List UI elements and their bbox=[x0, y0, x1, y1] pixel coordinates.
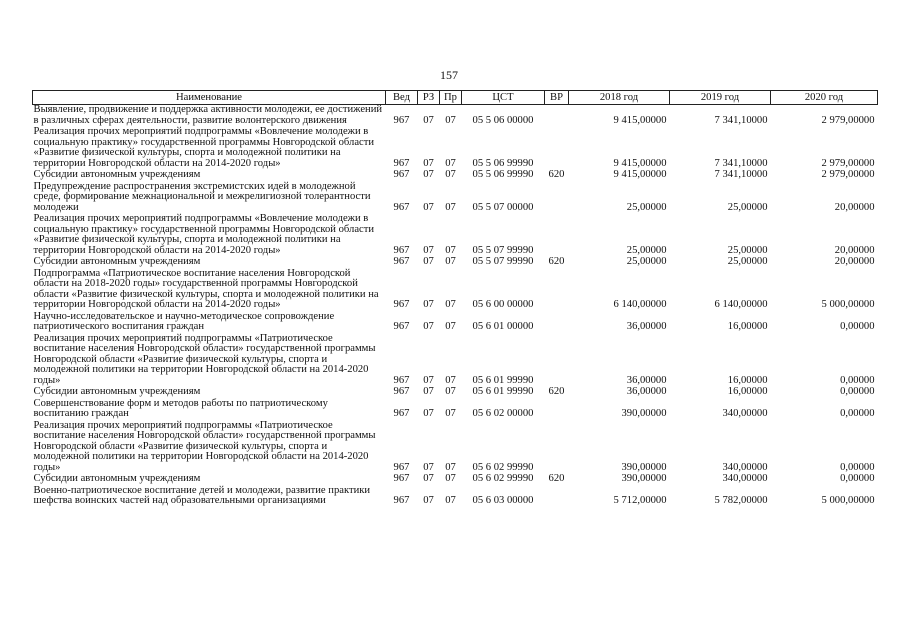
cell-vr bbox=[545, 214, 569, 257]
cell-cst: 05 5 06 99990 bbox=[472, 157, 534, 169]
cell-y2018: 25,00000 bbox=[626, 244, 667, 256]
cell-name: Реализация прочих мероприятий подпрограммы «Вовлечение молодежи в социальную практику» государственной программы Новгородской области «Развитие физической культуры, спорта и молодежной политики на территории Новгородской области на 2014-2020 годы» bbox=[33, 126, 375, 169]
table-row bbox=[33, 170, 878, 182]
cell-y2018: 9 415,00000 bbox=[613, 157, 667, 169]
cell-rz: 07 bbox=[423, 374, 434, 386]
cell-ved: 967 bbox=[393, 461, 410, 473]
cell-rz: 07 bbox=[423, 408, 434, 419]
cell-y2019: 340,00000 bbox=[722, 408, 768, 419]
cell-y2018: 390,00000 bbox=[621, 473, 667, 484]
cell-pr: 07 bbox=[445, 244, 456, 256]
cell-y2019: 16,00000 bbox=[727, 374, 768, 386]
cell-y2018: 390,00000 bbox=[621, 408, 667, 419]
cell-name: Реализация прочих мероприятий подпрограммы «Патриотическое воспитание населения Новгородской области» государственной программы Новгородской области «Развитие физической культуры, спорта и молодежной политики на территории Новгородской области на 2014-2020 годы» bbox=[33, 419, 376, 473]
cell-pr: 07 bbox=[445, 374, 456, 386]
cell-pr: 07 bbox=[445, 114, 456, 126]
cell-y2019: 5 782,00000 bbox=[714, 495, 768, 506]
table-row bbox=[33, 257, 878, 269]
cell-vr: 620 bbox=[548, 169, 565, 180]
cell-cst: 05 5 06 00000 bbox=[472, 114, 534, 126]
table-row bbox=[33, 214, 878, 257]
cell-rz: 07 bbox=[423, 114, 434, 126]
cell-cst: 05 6 02 99990 bbox=[472, 473, 534, 484]
cell-rz: 07 bbox=[423, 495, 434, 506]
cell-y2020: 5 000,00000 bbox=[821, 299, 875, 310]
cell-ved: 967 bbox=[393, 256, 410, 267]
cell-ved: 967 bbox=[393, 244, 410, 256]
cell-y2019: 340,00000 bbox=[722, 473, 768, 484]
cell-cst: 05 6 01 99990 bbox=[472, 386, 534, 397]
cell-rz: 07 bbox=[423, 169, 434, 180]
cell-y2019: 7 341,10000 bbox=[714, 169, 768, 180]
cell-name: Выявление, продвижение и поддержка активности молодежи, ее достижений в различных сферах деятельности, развитие волонтерского движения bbox=[33, 104, 383, 126]
header-ved: Вед bbox=[386, 91, 418, 105]
cell-rz: 07 bbox=[423, 321, 434, 332]
cell-rz: 07 bbox=[423, 157, 434, 169]
cell-rz: 07 bbox=[423, 244, 434, 256]
cell-name: Реализация прочих мероприятий подпрограммы «Вовлечение молодежи в социальную практику» государственной программы Новгородской области «Развитие физической культуры, спорта и молодежной политики на территории Новгородской области на 2014-2020 годы» bbox=[33, 213, 375, 256]
table-row bbox=[33, 421, 878, 475]
cell-y2019: 7 341,10000 bbox=[714, 157, 768, 169]
table-body bbox=[33, 105, 878, 508]
cell-cst: 05 5 06 99990 bbox=[472, 169, 534, 180]
page-number: 157 bbox=[440, 68, 458, 82]
cell-ved: 967 bbox=[393, 169, 410, 180]
header-vr: ВР bbox=[545, 91, 569, 105]
cell-y2020: 0,00000 bbox=[840, 473, 875, 484]
cell-y2020: 0,00000 bbox=[840, 386, 875, 397]
cell-y2018: 36,00000 bbox=[626, 321, 667, 332]
cell-y2020: 0,00000 bbox=[840, 321, 875, 332]
cell-vr bbox=[545, 127, 569, 170]
cell-pr: 07 bbox=[445, 461, 456, 473]
cell-y2018: 6 140,00000 bbox=[613, 299, 667, 310]
cell-cst: 05 6 01 00000 bbox=[472, 321, 534, 332]
table-row bbox=[33, 387, 878, 399]
cell-vr bbox=[545, 334, 569, 388]
cell-y2019: 6 140,00000 bbox=[714, 299, 768, 310]
cell-y2018: 5 712,00000 bbox=[613, 495, 667, 506]
cell-rz: 07 bbox=[423, 461, 434, 473]
cell-ved: 967 bbox=[393, 408, 410, 419]
cell-pr: 07 bbox=[445, 256, 456, 267]
cell-y2019: 25,00000 bbox=[727, 201, 768, 213]
cell-vr bbox=[545, 312, 569, 334]
cell-y2018: 25,00000 bbox=[626, 256, 667, 267]
header-2020: 2020 год bbox=[771, 91, 878, 105]
cell-rz: 07 bbox=[423, 299, 434, 310]
cell-ved: 967 bbox=[393, 386, 410, 397]
header-2018: 2018 год bbox=[569, 91, 670, 105]
cell-y2018: 36,00000 bbox=[626, 374, 667, 386]
cell-y2018: 9 415,00000 bbox=[613, 114, 667, 126]
cell-name: Военно-патриотическое воспитание детей и молодежи, развитие практики шефства воинских частей над образовательными организациями bbox=[33, 484, 371, 506]
cell-vr: 620 bbox=[548, 256, 565, 267]
cell-vr bbox=[545, 269, 569, 312]
cell-cst: 05 6 03 00000 bbox=[472, 495, 534, 506]
cell-ved: 967 bbox=[393, 299, 410, 310]
cell-pr: 07 bbox=[445, 386, 456, 397]
cell-name: Реализация прочих мероприятий подпрограммы «Патриотическое воспитание населения Новгородской области» государственной программы Новгородской области «Развитие физической культуры, спорта и молодежной политики на территории Новгородской области на 2014-2020 годы» bbox=[33, 332, 376, 386]
cell-pr: 07 bbox=[445, 169, 456, 180]
cell-rz: 07 bbox=[423, 386, 434, 397]
table-row bbox=[33, 399, 878, 421]
cell-cst: 05 6 02 00000 bbox=[472, 408, 534, 419]
table-row bbox=[33, 182, 878, 215]
cell-vr bbox=[545, 105, 569, 128]
cell-pr: 07 bbox=[445, 408, 456, 419]
cell-cst: 05 6 02 99990 bbox=[472, 461, 534, 473]
cell-ved: 967 bbox=[393, 114, 410, 126]
header-rz: РЗ bbox=[418, 91, 440, 105]
budget-table bbox=[32, 90, 878, 508]
cell-cst: 05 5 07 99990 bbox=[472, 256, 534, 267]
cell-ved: 967 bbox=[393, 473, 410, 484]
header-cst: ЦСТ bbox=[462, 91, 545, 105]
cell-y2020: 20,00000 bbox=[834, 256, 875, 267]
cell-y2020: 20,00000 bbox=[834, 201, 875, 213]
cell-y2020: 0,00000 bbox=[840, 374, 875, 386]
cell-cst: 05 5 07 99990 bbox=[472, 244, 534, 256]
cell-y2020: 20,00000 bbox=[834, 244, 875, 256]
cell-name: Подпрограмма «Патриотическое воспитание населения Новгородской области на 2018-2020 годы» государственной программы Новгородской области «Развитие физической культуры, спорта и молодежной политики на территории Новгородской области на 2014-2020 годы» bbox=[33, 267, 379, 310]
cell-name: Субсидии автономным учреждениям bbox=[33, 386, 201, 397]
cell-y2020: 0,00000 bbox=[840, 461, 875, 473]
cell-y2019: 7 341,10000 bbox=[714, 114, 768, 126]
cell-y2020: 2 979,00000 bbox=[821, 169, 875, 180]
cell-cst: 05 5 07 00000 bbox=[472, 201, 534, 213]
table-header-row bbox=[33, 91, 878, 105]
table-row bbox=[33, 474, 878, 486]
cell-vr bbox=[545, 182, 569, 215]
header-pr: Пр bbox=[440, 91, 462, 105]
table-row bbox=[33, 127, 878, 170]
cell-pr: 07 bbox=[445, 201, 456, 213]
cell-pr: 07 bbox=[445, 495, 456, 506]
cell-name: Субсидии автономным учреждениям bbox=[33, 256, 201, 267]
cell-ved: 967 bbox=[393, 495, 410, 506]
cell-y2019: 16,00000 bbox=[727, 386, 768, 397]
cell-y2019: 25,00000 bbox=[727, 256, 768, 267]
cell-rz: 07 bbox=[423, 256, 434, 267]
cell-ved: 967 bbox=[393, 157, 410, 169]
cell-pr: 07 bbox=[445, 321, 456, 332]
cell-y2018: 390,00000 bbox=[621, 461, 667, 473]
cell-vr bbox=[545, 399, 569, 421]
cell-vr bbox=[545, 421, 569, 475]
cell-y2020: 0,00000 bbox=[840, 408, 875, 419]
cell-name: Предупреждение распространения экстремистских идей в молодежной среде, формирование межнациональной и межрелигиозной толерантности молодежи bbox=[33, 180, 371, 213]
cell-ved: 967 bbox=[393, 201, 410, 213]
cell-y2020: 2 979,00000 bbox=[821, 114, 875, 126]
cell-ved: 967 bbox=[393, 374, 410, 386]
cell-pr: 07 bbox=[445, 299, 456, 310]
cell-name: Научно-исследовательское и научно-методическое сопровождение патриотического воспитания граждан bbox=[33, 310, 335, 332]
cell-y2018: 9 415,00000 bbox=[613, 169, 667, 180]
table-row bbox=[33, 312, 878, 334]
cell-vr: 620 bbox=[548, 473, 565, 484]
header-name: Наименование bbox=[33, 91, 386, 105]
cell-name: Совершенствование форм и методов работы по патриотическому воспитанию граждан bbox=[33, 397, 328, 419]
cell-y2019: 340,00000 bbox=[722, 461, 768, 473]
cell-vr: 620 bbox=[548, 386, 565, 397]
table-row bbox=[33, 105, 878, 128]
table-row bbox=[33, 486, 878, 508]
header-2019: 2019 год bbox=[670, 91, 771, 105]
cell-y2020: 2 979,00000 bbox=[821, 157, 875, 169]
cell-y2018: 25,00000 bbox=[626, 201, 667, 213]
table-row bbox=[33, 334, 878, 388]
cell-rz: 07 bbox=[423, 473, 434, 484]
cell-y2020: 5 000,00000 bbox=[821, 495, 875, 506]
cell-cst: 05 6 00 00000 bbox=[472, 299, 534, 310]
cell-pr: 07 bbox=[445, 157, 456, 169]
cell-name: Субсидии автономным учреждениям bbox=[33, 169, 201, 180]
cell-y2018: 36,00000 bbox=[626, 386, 667, 397]
cell-name: Субсидии автономным учреждениям bbox=[33, 473, 201, 484]
cell-cst: 05 6 01 99990 bbox=[472, 374, 534, 386]
cell-ved: 967 bbox=[393, 321, 410, 332]
table-row bbox=[33, 269, 878, 312]
cell-y2019: 16,00000 bbox=[727, 321, 768, 332]
cell-vr bbox=[545, 486, 569, 508]
cell-y2019: 25,00000 bbox=[727, 244, 768, 256]
cell-pr: 07 bbox=[445, 473, 456, 484]
cell-rz: 07 bbox=[423, 201, 434, 213]
